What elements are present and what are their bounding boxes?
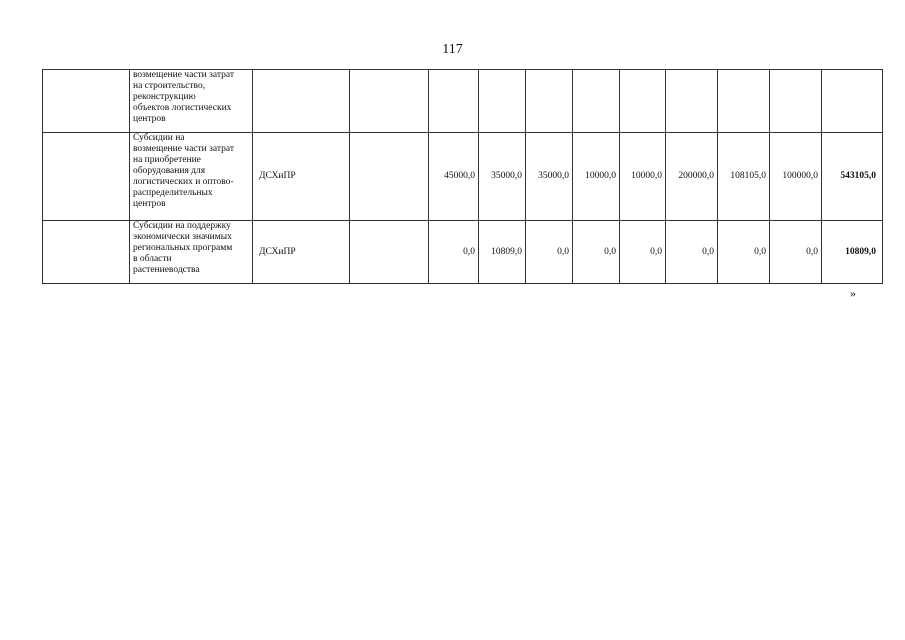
value-cell bbox=[666, 70, 718, 133]
administrator-cell bbox=[253, 70, 350, 133]
value-cell: 200000,0 bbox=[666, 133, 718, 221]
row-name-line: центров bbox=[133, 199, 166, 209]
row-name-line: экономически значимых bbox=[133, 232, 232, 242]
value-cell bbox=[718, 70, 770, 133]
administrator-cell: ДСХиПР bbox=[253, 221, 350, 284]
row-name-line: на приобретение bbox=[133, 155, 201, 165]
total-cell: 10809,0 bbox=[822, 221, 883, 284]
value-cell bbox=[479, 70, 526, 133]
value-cell bbox=[620, 70, 666, 133]
value-cell: 10000,0 bbox=[573, 133, 620, 221]
total-cell bbox=[822, 70, 883, 133]
budget-table bbox=[42, 69, 883, 284]
value-cell: 35000,0 bbox=[526, 133, 573, 221]
row-name-cell bbox=[130, 221, 253, 284]
value-cell: 10000,0 bbox=[620, 133, 666, 221]
blank-cell bbox=[43, 70, 130, 133]
row-name-line: распределительных bbox=[133, 188, 213, 198]
row-name-line: возмещение части затрат bbox=[133, 144, 234, 154]
value-cell bbox=[429, 70, 479, 133]
value-cell: 0,0 bbox=[666, 221, 718, 284]
value-cell: 108105,0 bbox=[718, 133, 770, 221]
value-cell: 35000,0 bbox=[479, 133, 526, 221]
value-cell: 0,0 bbox=[526, 221, 573, 284]
row-name-line: Субсидии на bbox=[133, 133, 185, 143]
value-cell: 0,0 bbox=[718, 221, 770, 284]
row-name-line: региональных программ bbox=[133, 243, 233, 253]
row-name-line: реконструкцию bbox=[133, 92, 196, 102]
table-row bbox=[43, 133, 883, 221]
value-cell: 0,0 bbox=[573, 221, 620, 284]
administrator-cell: ДСХиПР bbox=[253, 133, 350, 221]
closing-quote-mark: » bbox=[850, 286, 856, 300]
blank-cell bbox=[350, 70, 429, 133]
value-cell bbox=[573, 70, 620, 133]
row-name-line: объектов логистических bbox=[133, 103, 232, 113]
total-cell: 543105,0 bbox=[822, 133, 883, 221]
value-cell: 0,0 bbox=[620, 221, 666, 284]
row-name-line: центров bbox=[133, 114, 166, 124]
value-cell: 0,0 bbox=[429, 221, 479, 284]
page-number: 117 bbox=[442, 42, 463, 57]
table-row bbox=[43, 221, 883, 284]
table-row bbox=[43, 70, 883, 133]
value-cell: 10809,0 bbox=[479, 221, 526, 284]
row-name-line: оборудования для bbox=[133, 166, 206, 176]
value-cell bbox=[770, 70, 822, 133]
row-name-line: логистических и оптово- bbox=[133, 177, 234, 187]
blank-cell bbox=[350, 221, 429, 284]
row-name-cell bbox=[130, 133, 253, 221]
row-name-line: на строительство, bbox=[133, 81, 206, 91]
row-name-line: возмещение части затрат bbox=[133, 70, 234, 80]
row-name-line: в области bbox=[133, 254, 172, 264]
value-cell bbox=[526, 70, 573, 133]
blank-cell bbox=[43, 221, 130, 284]
blank-cell bbox=[43, 133, 130, 221]
value-cell: 0,0 bbox=[770, 221, 822, 284]
blank-cell bbox=[350, 133, 429, 221]
value-cell: 45000,0 bbox=[429, 133, 479, 221]
value-cell: 100000,0 bbox=[770, 133, 822, 221]
row-name-cell bbox=[130, 70, 253, 133]
row-name-line: растениеводства bbox=[133, 265, 200, 275]
row-name-line: Субсидии на поддержку bbox=[133, 221, 231, 231]
